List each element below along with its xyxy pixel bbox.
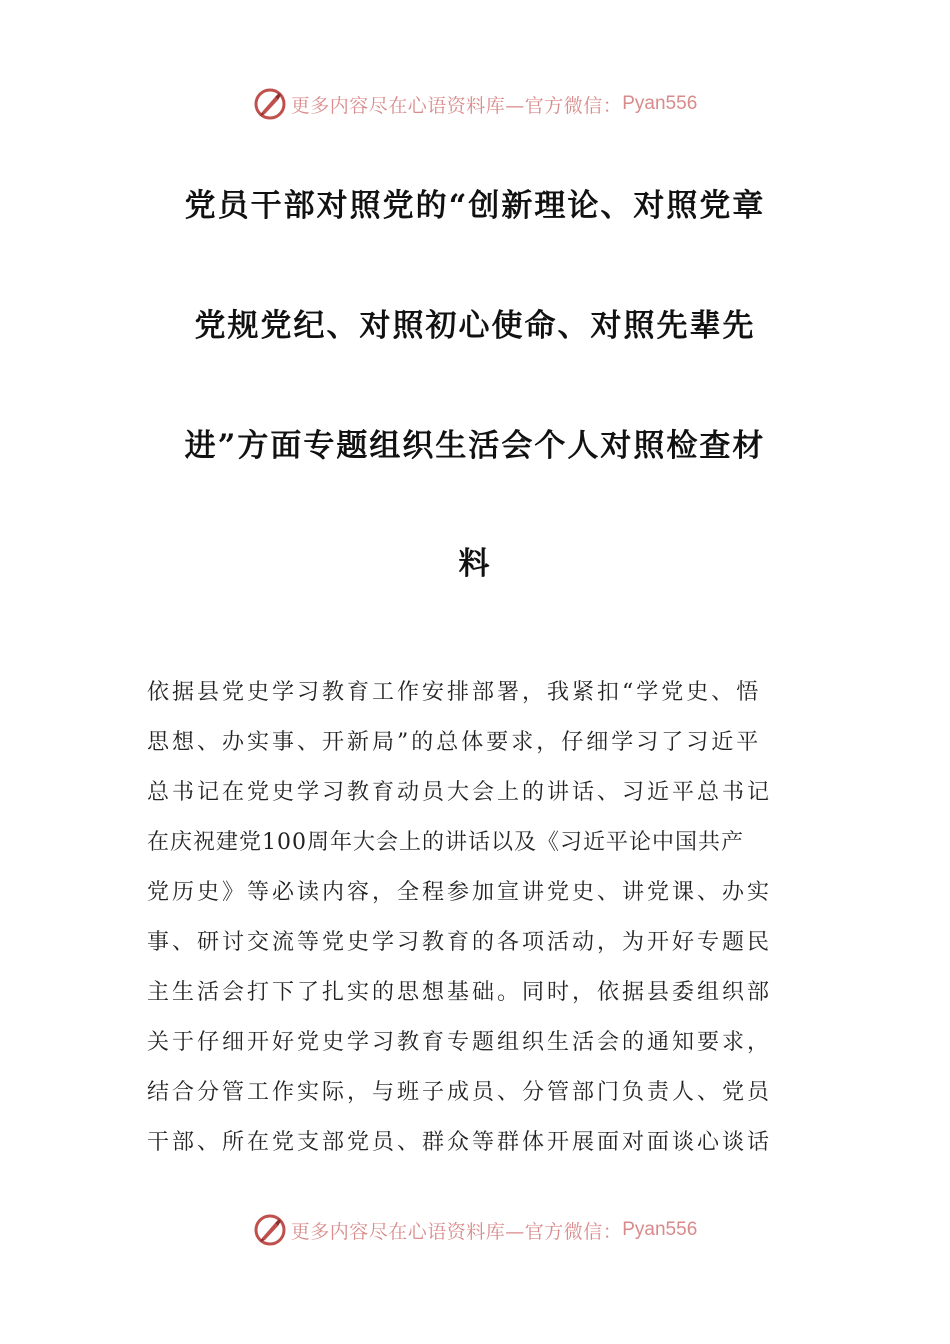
body-line: 总书记在党史学习教育动员大会上的讲话、习近平总书记 — [147, 780, 773, 805]
pen-logo-icon — [253, 1213, 287, 1247]
body-line: 在庆祝建党100周年大会上的讲话以及《习近平论中国共产 — [147, 830, 744, 855]
body-line: 依据县党史学习教育工作安排部署，我紧扣“学党史、悟 — [147, 680, 762, 705]
document-title-line-1: 党员干部对照党的“创新理论、对照党章 — [184, 188, 766, 224]
watermark-text: 更多内容尽在心语资料库—官方微信： — [290, 1220, 623, 1243]
document-title-line-2: 党规党纪、对照初心使命、对照先辈先 — [194, 308, 756, 344]
footer-watermark — [0, 1210, 950, 1250]
body-line: 结合分管工作实际，与班子成员、分管部门负责人、党员 — [147, 1080, 773, 1105]
body-line: 干部、所在党支部党员、群众等群体开展面对面谈心谈话 — [147, 1130, 773, 1155]
body-paragraph — [147, 668, 817, 1168]
document-title-line-3: 进”方面专题组织生活会个人对照检查材 — [184, 428, 766, 464]
header-watermark — [0, 84, 950, 124]
watermark-text: 更多内容尽在心语资料库—官方微信： — [290, 94, 623, 117]
watermark-wechat-id: Pyan556 — [622, 93, 698, 114]
document-title-line-4: 料 — [458, 546, 492, 582]
body-line: 主生活会打下了扎实的思想基础。同时，依据县委组织部 — [147, 980, 773, 1005]
body-line: 事、研讨交流等党史学习教育的各项活动，为开好专题民 — [147, 930, 773, 955]
body-line: 关于仔细开好党史学习教育专题组织生活会的通知要求， — [147, 1030, 773, 1055]
pen-logo-icon — [253, 87, 287, 121]
body-line: 思想、办实事、开新局”的总体要求，仔细学习了习近平 — [147, 730, 762, 755]
watermark-wechat-id: Pyan556 — [622, 1219, 698, 1240]
body-line: 党历史》等必读内容，全程参加宣讲党史、讲党课、办实 — [147, 880, 773, 905]
